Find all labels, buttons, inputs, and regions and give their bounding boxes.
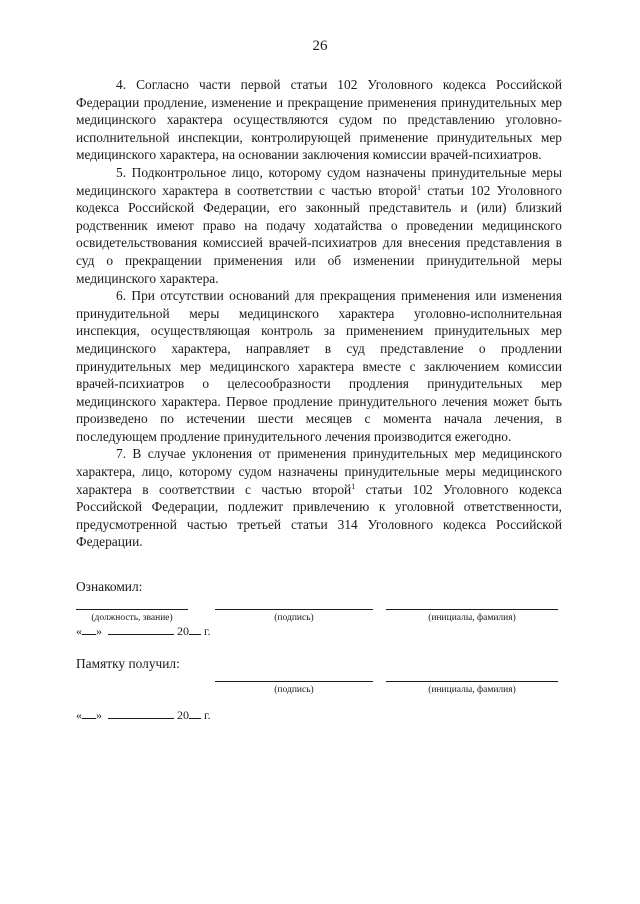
paragraph-5-text-end: статьи 102 Уголовного кодекса Российской Федерации, его законный представитель и (или) близкий родственник имеют право на подачу ходатайства о проведении медицинского освидетельствования комиссией врачей-психиатров для внесения представления в суд о прекращении применения или об изменении принудительной меры медицинского характера.	[76, 182, 562, 286]
footnote-marker: 1	[351, 481, 356, 491]
paragraph-5-text-start: 5. Подконтрольное лицо, которому судом назначены принудительные меры медицинского характера в соответствии с частью второй	[76, 164, 562, 198]
date-quote-close: »	[96, 708, 102, 722]
year-field[interactable]	[189, 624, 201, 635]
name-caption: (инициалы, фамилия)	[428, 613, 516, 623]
paragraph-7	[76, 445, 562, 551]
year-field[interactable]	[189, 708, 201, 719]
paragraph-4-text: 4. Согласно части первой статьи 102 Уголовного кодекса Российской Федерации продление, изменение и прекращение применения принудительных мер медицинского характера осуществляются судом по представлению уголовно-исполнительной инспекции, контролирующей применение принудительных мер медицинского характера, на основании заключения комиссии врачей-психиатров.	[76, 77, 562, 163]
year-prefix: 20	[177, 624, 189, 638]
paragraph-5	[76, 164, 562, 287]
signature-line[interactable]	[215, 609, 373, 610]
date-quote-open: «	[76, 708, 82, 722]
footnote-marker: 1	[417, 182, 421, 192]
day-field[interactable]	[82, 624, 96, 635]
page-number: 26	[312, 38, 328, 54]
signature-caption: (подпись)	[274, 613, 314, 623]
paragraph-7-text-start: 7. В случае уклонения от применения принудительных мер медицинского характера, лицо, которому судом назначены принудительные меры медицинского характера в соответствии с частью второй	[76, 446, 562, 497]
acquainted-label: Ознакомил:	[76, 579, 143, 594]
year-suffix: г.	[201, 624, 211, 638]
received-signature-caption: (подпись)	[274, 685, 314, 695]
memo-body	[76, 76, 562, 551]
year-prefix: 20	[177, 708, 189, 722]
month-field[interactable]	[108, 624, 174, 635]
paragraph-4	[76, 76, 562, 164]
day-field[interactable]	[82, 708, 96, 719]
received-name-caption: (инициалы, фамилия)	[428, 685, 516, 695]
paragraph-7-text-end: статьи 102 Уголовного кодекса Российской Федерации, подлежит привлечению к уголовной ответственности, предусмотренной частью третьей статьи 314 Уголовного кодекса Российской Федерации.	[76, 481, 563, 550]
received-signature-line[interactable]	[215, 681, 373, 682]
paragraph-6	[76, 287, 562, 445]
month-field[interactable]	[108, 708, 174, 719]
received-name-line[interactable]	[386, 681, 558, 682]
received-date	[76, 708, 211, 723]
name-signature-line[interactable]	[386, 609, 558, 610]
year-suffix: г.	[201, 708, 211, 722]
position-signature-line[interactable]	[76, 609, 188, 610]
position-caption: (должность, звание)	[91, 613, 173, 623]
acquainted-date	[76, 624, 211, 639]
date-quote-close: »	[96, 624, 102, 638]
received-label: Памятку получил:	[76, 656, 180, 671]
paragraph-6-text: 6. При отсутствии оснований для прекращения применения или изменения принудительной меры медицинского характера уголовно-исполнительная инспекция, осуществляющая контроль за применением принудительных мер медицинского характера, направляет в суд представление о продлении принудительных мер медицинского характера вместе с заключением комиссии врачей-психиатров о целесообразности продления принудительных мер медицинского характера. Первое продление принудительного лечения может быть произведено по истечении шести месяцев с момента начала лечения, в последующем продление принудительного лечения производится ежегодно.	[76, 288, 562, 444]
date-quote-open: «	[76, 624, 82, 638]
